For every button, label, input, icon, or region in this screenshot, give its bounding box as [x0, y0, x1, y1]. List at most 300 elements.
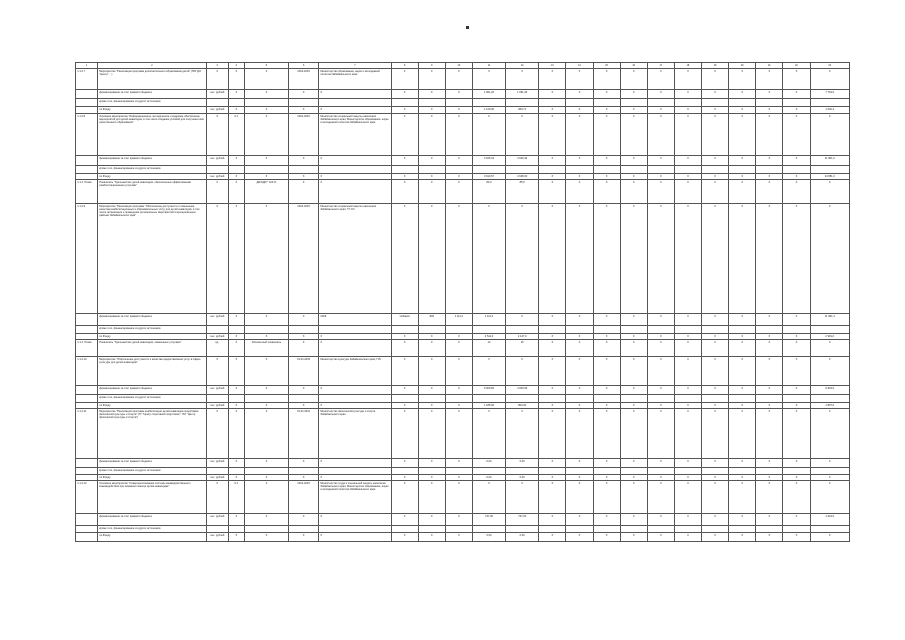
row-value: X [729, 459, 756, 468]
row-value: X [566, 357, 593, 386]
row-value: X [566, 459, 593, 468]
row-value: 4 915,34 [472, 156, 505, 166]
row-value: X [810, 409, 850, 459]
table-row [76, 386, 850, 395]
row-value: X [647, 514, 674, 526]
row-value: X [620, 334, 647, 340]
row-weight [228, 395, 244, 403]
table-row [76, 340, 850, 357]
row-value [472, 326, 505, 334]
row-value: X [647, 90, 674, 99]
row-value [810, 166, 850, 174]
row-value [566, 99, 593, 107]
row-value: X [418, 409, 445, 459]
row-value: X [674, 156, 701, 166]
row-weight: X [228, 314, 244, 326]
row-value: X [539, 386, 566, 395]
row-value: X [756, 180, 783, 204]
row-value: X [445, 180, 472, 204]
page-mark [466, 26, 469, 29]
row-value: X [810, 340, 850, 357]
row-value: X [418, 340, 445, 357]
row-method: X [244, 314, 288, 326]
row-value: X [391, 481, 418, 514]
row-value: X [674, 386, 701, 395]
row-value: X [418, 204, 445, 314]
row-value: X [810, 459, 850, 468]
row-value: 80,0 [472, 180, 505, 204]
row-value [566, 395, 593, 403]
row-method: X [244, 334, 288, 340]
row-value: 15 [506, 340, 539, 357]
row-weight: X [228, 340, 244, 357]
row-value: X [391, 475, 418, 481]
row-value [593, 99, 620, 107]
row-value [391, 526, 418, 533]
row-value: 1 111,2 [472, 314, 505, 326]
row-value: X [418, 475, 445, 481]
row-value [539, 395, 566, 403]
row-value: X [593, 174, 620, 180]
row-value [756, 99, 783, 107]
row-value: X [539, 69, 566, 90]
table-row [76, 514, 850, 526]
row-method [244, 326, 288, 334]
row-unit: тыс. рублей [206, 459, 228, 468]
row-value [566, 526, 593, 533]
row-value: X [391, 107, 418, 114]
row-value: X [566, 156, 593, 166]
row-value [506, 526, 539, 533]
row-value: X [445, 514, 472, 526]
row-value: X [539, 156, 566, 166]
row-code [76, 386, 98, 395]
row-responsible: X [319, 156, 391, 166]
row-value: X [810, 357, 850, 386]
row-value: X [674, 314, 701, 326]
row-value: X [756, 533, 783, 542]
row-value: X [729, 403, 756, 409]
row-value: 1 061,20 [472, 90, 505, 99]
row-value [506, 166, 539, 174]
table-row [76, 468, 850, 475]
row-code [76, 533, 98, 542]
row-value: X [756, 357, 783, 386]
row-period: X [289, 174, 319, 180]
row-responsible: Министерство социальной защиты населения Забайкальского края; Министерство образования, науки и молодежной политики Забайкальского края [319, 114, 391, 156]
row-value [810, 326, 850, 334]
row-value: 960,71 [506, 107, 539, 114]
row-value: X [539, 204, 566, 314]
row-value [674, 468, 701, 475]
row-value [539, 326, 566, 334]
row-value: X [593, 114, 620, 156]
row-code [76, 526, 98, 533]
row-value: 14 [472, 340, 505, 357]
row-value: 1 092,4 [810, 107, 850, 114]
row-value [445, 526, 472, 533]
row-value: X [391, 340, 418, 357]
row-value [593, 395, 620, 403]
row-value [418, 468, 445, 475]
row-value: X [418, 481, 445, 514]
row-value: X [445, 156, 472, 166]
row-value: X [445, 386, 472, 395]
row-period: X [289, 334, 319, 340]
row-method: ДИ/ОДИ * 100 % [244, 180, 288, 204]
table-row [76, 481, 850, 514]
row-method: X [244, 357, 288, 386]
row-value: X [702, 107, 729, 114]
row-weight: 0,1 [228, 114, 244, 156]
row-value [647, 468, 674, 475]
row-value: X [756, 90, 783, 99]
row-value: X [539, 475, 566, 481]
row-value: X [756, 386, 783, 395]
row-unit: тыс. рублей [206, 90, 228, 99]
row-value [674, 526, 701, 533]
row-value [647, 395, 674, 403]
row-unit: тыс. рублей [206, 386, 228, 395]
row-responsible: X [319, 174, 391, 180]
row-value: X [756, 156, 783, 166]
row-value [418, 166, 445, 174]
row-value: X [756, 475, 783, 481]
row-value: X [506, 204, 539, 314]
row-value: X [783, 107, 810, 114]
row-value: X [418, 114, 445, 156]
row-value: X [674, 533, 701, 542]
row-value: X [593, 314, 620, 326]
column-number: 12 [506, 63, 539, 69]
row-value [756, 526, 783, 533]
row-value [445, 166, 472, 174]
row-value: X [702, 334, 729, 340]
row-value [506, 395, 539, 403]
row-name: по Фонду [98, 533, 207, 542]
row-value: X [674, 475, 701, 481]
table-row [76, 180, 850, 204]
row-value: X [445, 481, 472, 514]
row-value: X [593, 107, 620, 114]
row-responsible: 2018 [319, 314, 391, 326]
table-row [76, 526, 850, 533]
row-value: X [647, 114, 674, 156]
row-value: X [539, 533, 566, 542]
row-value: X [674, 403, 701, 409]
row-weight [228, 166, 244, 174]
row-value [539, 166, 566, 174]
row-code [76, 99, 98, 107]
row-value: X [391, 69, 418, 90]
row-value: X [472, 409, 505, 459]
row-responsible: X [319, 475, 391, 481]
row-weight: X [228, 475, 244, 481]
table-row [76, 204, 850, 314]
row-value: X [729, 357, 756, 386]
row-value: X [702, 180, 729, 204]
row-value: X [445, 403, 472, 409]
row-value: X [391, 459, 418, 468]
row-value: X [391, 533, 418, 542]
row-value: X [647, 334, 674, 340]
row-value: X [674, 481, 701, 514]
row-value: X [506, 314, 539, 326]
row-code: 1.1.2.12 [76, 481, 98, 514]
row-value: 1 944,0 [810, 514, 850, 526]
row-value: X [647, 69, 674, 90]
row-value: 9 843,0 [810, 386, 850, 395]
row-value: X [783, 174, 810, 180]
column-number: 5 [244, 63, 288, 69]
row-value: 1 185,00 [472, 403, 505, 409]
row-value [647, 326, 674, 334]
row-value: X [593, 340, 620, 357]
row-method [244, 526, 288, 533]
row-value [620, 526, 647, 533]
row-value: X [566, 204, 593, 314]
row-value: X [506, 114, 539, 156]
row-value: X [566, 69, 593, 90]
row-value: Чебаков [391, 314, 418, 326]
row-value: X [729, 107, 756, 114]
row-unit: тыс. рублей [206, 334, 228, 340]
row-value: X [539, 357, 566, 386]
row-value [539, 526, 566, 533]
row-value [391, 166, 418, 174]
row-method: Абсолютный показатель [244, 340, 288, 357]
row-value: X [593, 403, 620, 409]
row-value [620, 468, 647, 475]
row-responsible: X [319, 533, 391, 542]
row-value: X [593, 514, 620, 526]
row-value: X [647, 533, 674, 542]
column-number: 3 [206, 63, 228, 69]
row-value: X [729, 156, 756, 166]
column-number: 22 [783, 63, 810, 69]
row-value: X [620, 314, 647, 326]
row-name: финансирование за счет краевого бюджета [98, 459, 207, 468]
row-value: X [702, 481, 729, 514]
row-value: 1 111,2 [445, 314, 472, 326]
row-value: X [445, 533, 472, 542]
row-value [593, 526, 620, 533]
row-value: X [506, 481, 539, 514]
row-value [506, 99, 539, 107]
row-method [244, 99, 288, 107]
row-unit: X [206, 481, 228, 514]
row-value [445, 395, 472, 403]
row-value: X [620, 69, 647, 90]
row-unit: тыс. рублей [206, 314, 228, 326]
row-name: финансирование за счет краевого бюджета [98, 156, 207, 166]
row-value [620, 326, 647, 334]
row-value: X [593, 90, 620, 99]
row-value: 2 147,0 [506, 334, 539, 340]
row-value [647, 166, 674, 174]
row-code [76, 459, 98, 468]
row-value: X [810, 69, 850, 90]
row-value: X [620, 90, 647, 99]
row-value [729, 99, 756, 107]
row-value [729, 395, 756, 403]
row-period: X [289, 107, 319, 114]
row-value: X [756, 69, 783, 90]
row-value: X [647, 475, 674, 481]
row-value: X [593, 357, 620, 386]
row-value: X [445, 69, 472, 90]
row-method: X [244, 69, 288, 90]
row-value [674, 395, 701, 403]
row-value: X [539, 481, 566, 514]
row-value: X [472, 357, 505, 386]
row-responsible: X [319, 107, 391, 114]
row-unit: X [206, 204, 228, 314]
row-unit: тыс. рублей [206, 403, 228, 409]
row-value [620, 395, 647, 403]
row-weight: X [228, 69, 244, 90]
row-name: кроме того, финансирование из других источников [98, 526, 207, 533]
row-value: X [620, 180, 647, 204]
row-value: X [391, 180, 418, 204]
row-value: X [391, 174, 418, 180]
row-value: X [702, 475, 729, 481]
row-value: X [702, 386, 729, 395]
row-code [76, 326, 98, 334]
row-value: X [593, 386, 620, 395]
row-value: X [647, 409, 674, 459]
row-name: кроме того, финансирование из других источников [98, 395, 207, 403]
row-value: X [783, 314, 810, 326]
row-value: X [702, 340, 729, 357]
row-period: 2014-2015 [289, 114, 319, 156]
row-value [472, 166, 505, 174]
row-value: X [729, 481, 756, 514]
row-value [783, 326, 810, 334]
row-code [76, 514, 98, 526]
row-code [76, 107, 98, 114]
row-unit [206, 99, 228, 107]
row-value [783, 468, 810, 475]
row-value: X [756, 334, 783, 340]
row-value: X [620, 459, 647, 468]
column-number: 11 [472, 63, 505, 69]
row-period: X [289, 475, 319, 481]
row-value [445, 99, 472, 107]
row-value: X [783, 475, 810, 481]
row-value: X [506, 69, 539, 90]
row-period: X [289, 156, 319, 166]
row-unit: тыс. рублей [206, 475, 228, 481]
row-value: X [756, 314, 783, 326]
row-value: 2 511,0 [472, 334, 505, 340]
row-value: X [729, 314, 756, 326]
row-value: X [702, 409, 729, 459]
row-value: X [702, 357, 729, 386]
row-period [289, 166, 319, 174]
table-row [76, 357, 850, 386]
row-code [76, 314, 98, 326]
row-value: X [418, 90, 445, 99]
row-value: X [445, 334, 472, 340]
row-value: X [783, 156, 810, 166]
row-value: X [674, 514, 701, 526]
row-value: 0,00 [506, 533, 539, 542]
row-value [418, 326, 445, 334]
row-value: X [391, 386, 418, 395]
row-value [674, 99, 701, 107]
row-value: X [391, 514, 418, 526]
row-value: X [756, 459, 783, 468]
row-value: X [729, 174, 756, 180]
table-row [76, 533, 850, 542]
row-responsible: X [319, 180, 391, 204]
row-method: X [244, 386, 288, 395]
row-responsible [319, 166, 391, 174]
row-value: X [702, 156, 729, 166]
row-code: 1.1.2.9 [76, 204, 98, 314]
row-weight: X [228, 174, 244, 180]
row-value: X [647, 174, 674, 180]
row-period: X [289, 314, 319, 326]
row-value: X [810, 204, 850, 314]
row-value: X [472, 204, 505, 314]
table-row [76, 409, 850, 459]
row-value: X [729, 90, 756, 99]
row-value: X [445, 475, 472, 481]
row-weight: X [228, 459, 244, 468]
row-responsible: Министерство физической культуры и спорта Забайкальского края [319, 409, 391, 459]
row-unit: ед. [206, 340, 228, 357]
row-value: X [647, 386, 674, 395]
row-method: X [244, 107, 288, 114]
row-value: X [620, 156, 647, 166]
row-responsible: X [319, 340, 391, 357]
row-value [539, 468, 566, 475]
row-value: X [647, 481, 674, 514]
row-value: X [539, 459, 566, 468]
row-value: X [783, 334, 810, 340]
column-number: 2 [98, 63, 207, 69]
column-number: 23 [810, 63, 850, 69]
row-period: X [289, 386, 319, 395]
row-period: 2014-2015 [289, 69, 319, 90]
row-value: X [566, 533, 593, 542]
row-value: X [593, 204, 620, 314]
row-value [506, 468, 539, 475]
row-value: X [674, 204, 701, 314]
row-responsible: X [319, 334, 391, 340]
row-value: X [593, 475, 620, 481]
row-code [76, 156, 98, 166]
row-value: 845 [418, 314, 445, 326]
row-value: X [593, 481, 620, 514]
row-weight: X [228, 403, 244, 409]
row-method: X [244, 403, 288, 409]
row-name: по Фонду [98, 475, 207, 481]
row-value: X [539, 409, 566, 459]
row-name: кроме того, финансирование из других источников [98, 468, 207, 475]
row-value [810, 468, 850, 475]
row-value: X [566, 386, 593, 395]
row-value: X [620, 114, 647, 156]
row-value: X [593, 533, 620, 542]
row-period: 2014-2015 [289, 481, 319, 514]
row-value: X [620, 514, 647, 526]
row-value: X [445, 90, 472, 99]
row-value: 0,00 [472, 475, 505, 481]
row-value: X [418, 533, 445, 542]
